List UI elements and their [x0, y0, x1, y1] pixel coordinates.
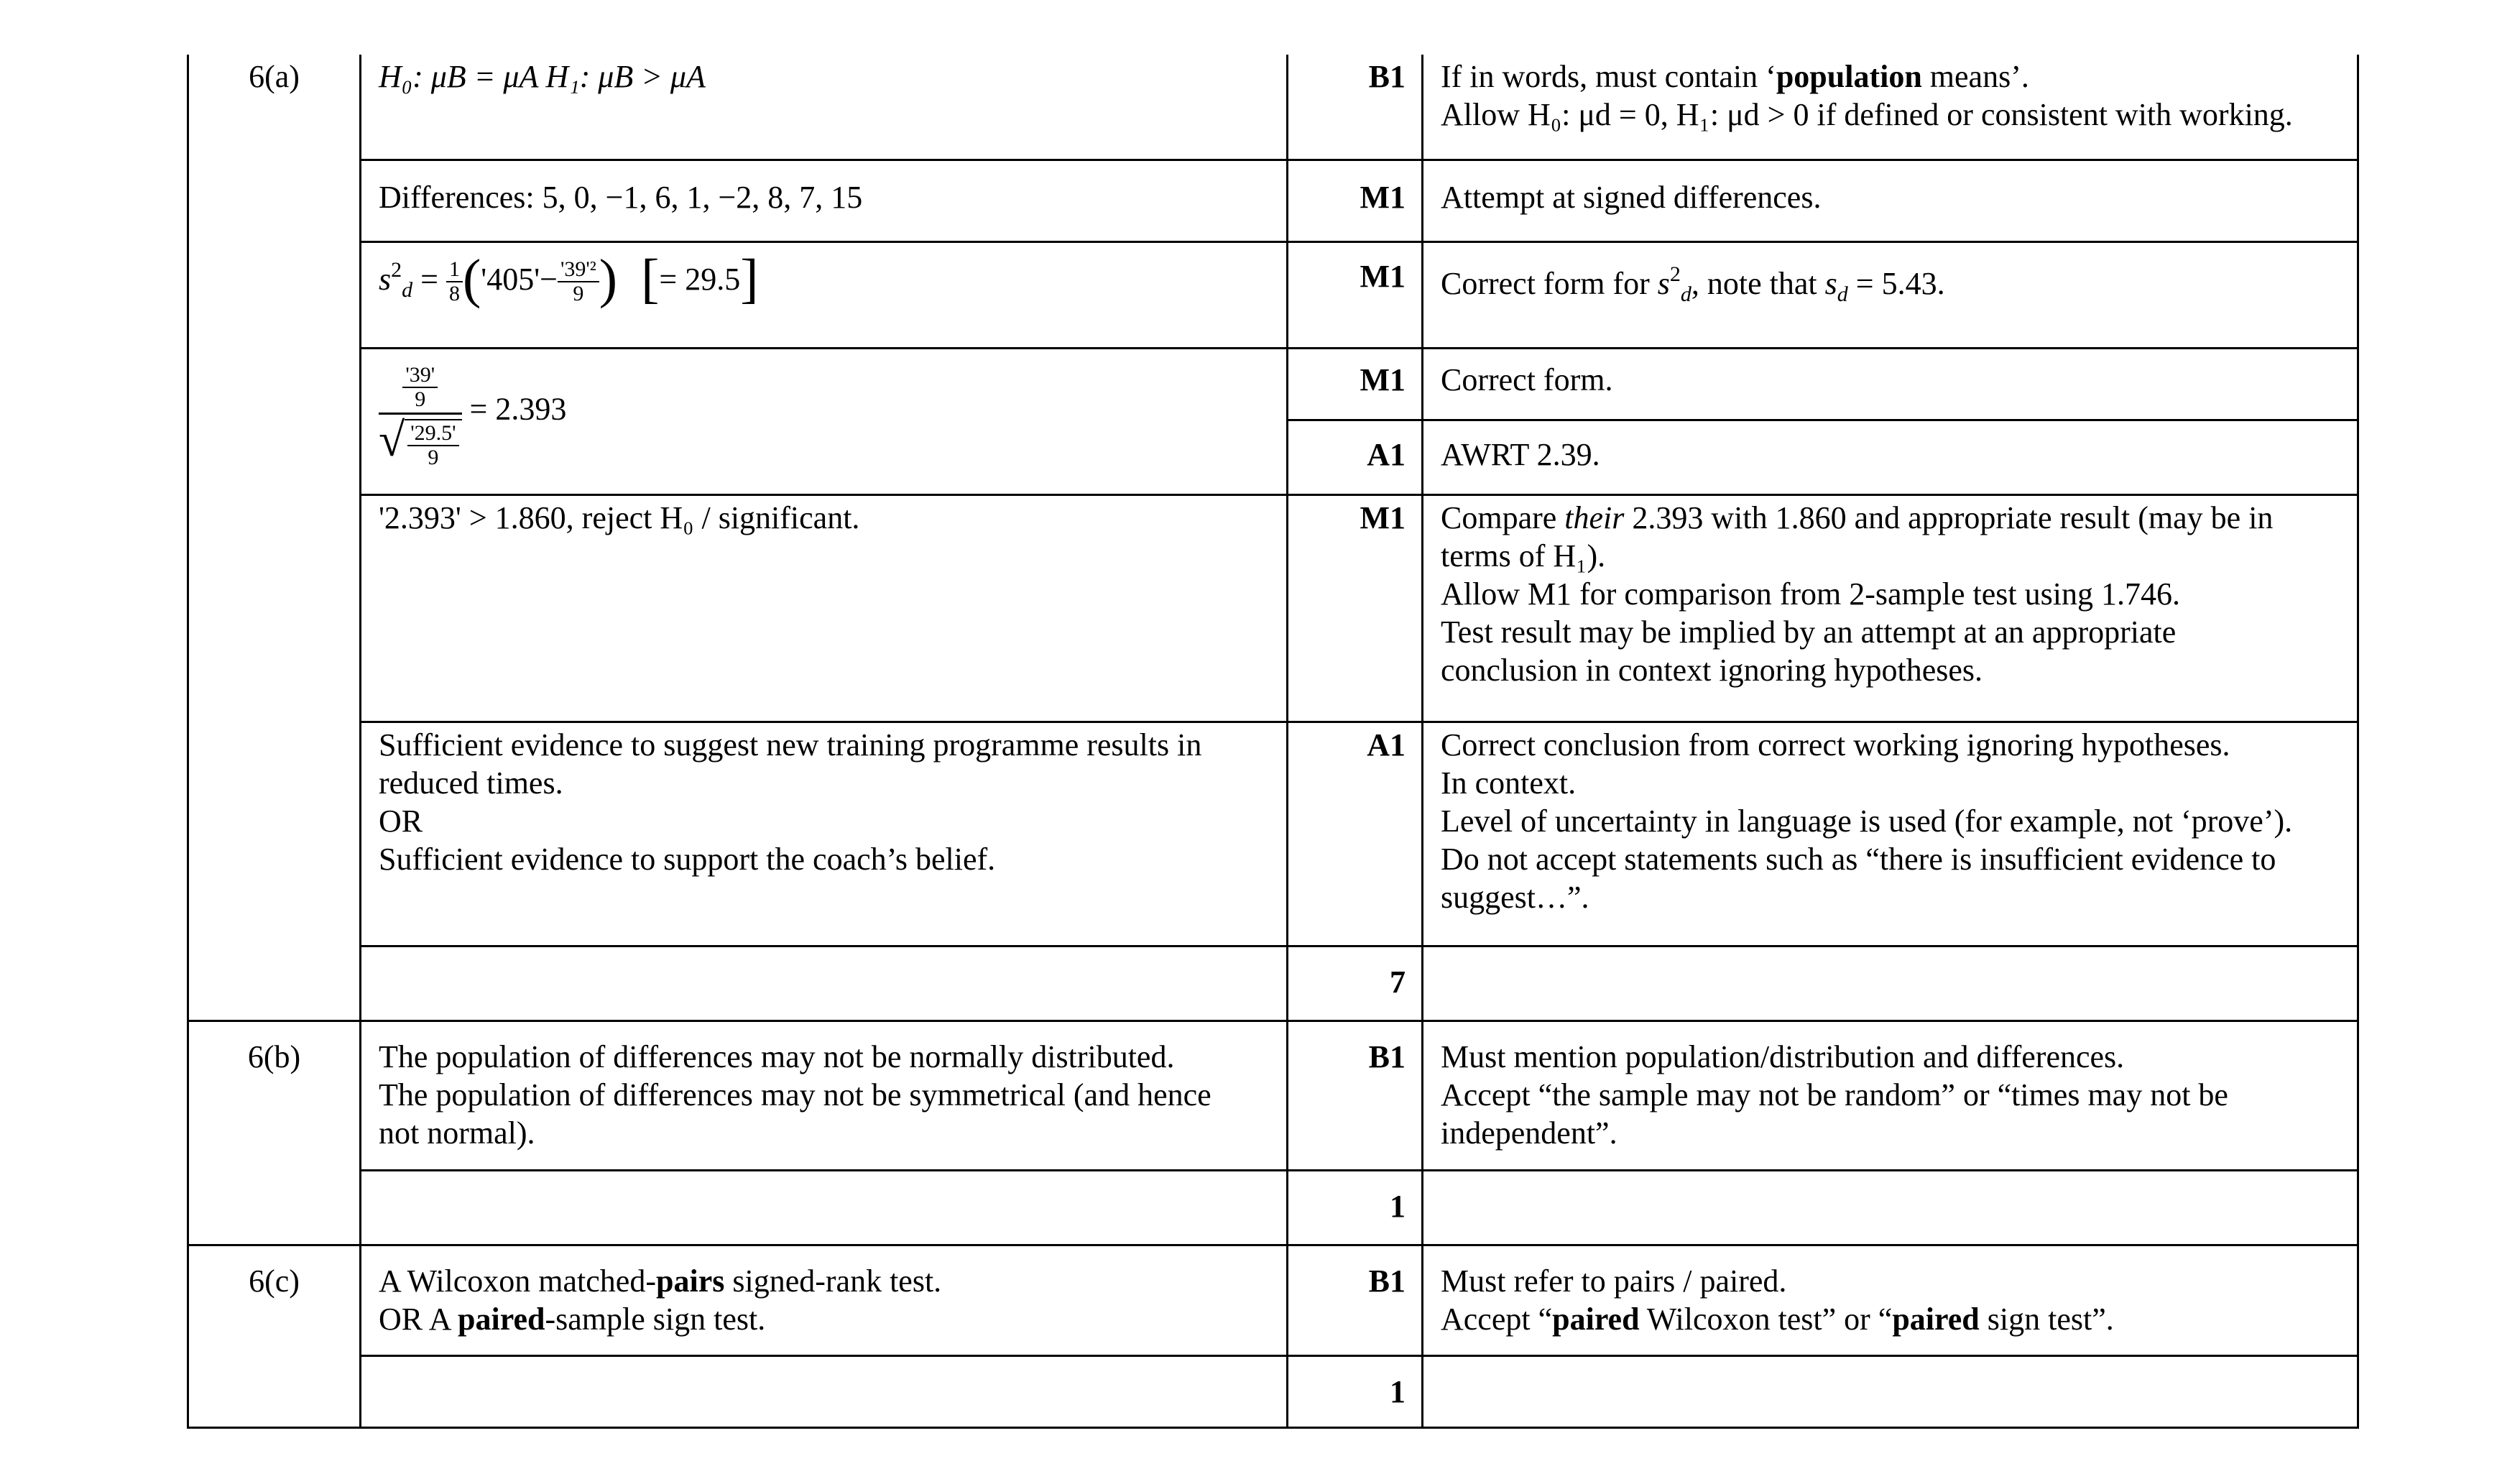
answer-text: '2.393' > 1.860, reject H₀ / significant.	[379, 499, 860, 535]
guidance-line: conclusion in context ignoring hypotheses.	[1441, 652, 1983, 688]
mark-code: M1	[1360, 258, 1406, 294]
math-symbol: s	[1824, 265, 1837, 301]
guidance-cell	[1423, 722, 2358, 946]
answer-cell	[361, 722, 1288, 946]
guidance-cell	[1423, 241, 2358, 348]
test-statistic-fraction	[379, 364, 462, 469]
answer-text: signed-rank test.	[724, 1263, 942, 1299]
math-subscript: d	[1837, 282, 1848, 306]
guidance-text: means’.	[1921, 59, 2029, 94]
guidance-line: Allow H₀: μd = 0, H₁: μd > 0 if defined or consistent with working.	[1441, 97, 2293, 132]
question-number: 6(a)	[249, 59, 300, 94]
guidance-text: If in words, must contain ‘	[1441, 59, 1776, 94]
answer-line: Sufficient evidence to suggest new training programme results in	[379, 727, 1202, 763]
question-number: 6(b)	[247, 1038, 301, 1074]
guidance-cell	[1423, 1021, 2358, 1170]
guidance-line: In context.	[1441, 765, 1577, 801]
fraction	[558, 258, 599, 305]
math-result: = 2.393	[469, 391, 567, 427]
mark-code: M1	[1360, 499, 1406, 535]
answer-cell	[361, 241, 1288, 348]
math-symbol: s	[1657, 265, 1670, 301]
guidance-cell	[1423, 160, 2358, 241]
table-row	[188, 1021, 2358, 1170]
answer-line	[379, 1262, 1269, 1300]
fraction-numerator: '29.5'	[407, 422, 458, 446]
guidance-line: suggest…”.	[1441, 879, 1589, 915]
mark-cell	[1288, 55, 1423, 160]
total-mark-cell	[1288, 1170, 1423, 1245]
fraction	[446, 258, 463, 305]
fraction-numerator	[379, 364, 462, 413]
mark-cell	[1288, 160, 1423, 241]
mark-code: B1	[1368, 1263, 1406, 1299]
math-subscript: d	[1680, 282, 1691, 306]
guidance-italic-text: their	[1564, 499, 1625, 535]
fraction-denominator: 8	[448, 282, 460, 306]
table-row	[188, 494, 2358, 722]
table-row	[188, 1355, 2358, 1427]
answer-line: The population of differences may not be symmetrical (and hence	[379, 1077, 1211, 1113]
guidance-text: Attempt at signed differences.	[1441, 179, 1822, 215]
table-row	[188, 55, 2358, 160]
fraction	[402, 364, 438, 411]
answer-cell	[361, 348, 1288, 494]
answer-text: -sample sign test.	[545, 1301, 766, 1337]
answer-line: reduced times.	[379, 765, 563, 801]
table-row	[188, 946, 2358, 1021]
guidance-cell	[1423, 946, 2358, 1021]
question-number-cell	[188, 1021, 361, 1245]
guidance-line: Must refer to pairs / paired.	[1441, 1263, 1787, 1299]
guidance-text: Correct form for	[1441, 265, 1658, 301]
guidance-bold-text: paired	[1552, 1301, 1640, 1337]
answer-bold-text: pairs	[656, 1263, 725, 1299]
answer-line	[379, 1300, 1269, 1338]
math-superscript: 2	[1669, 262, 1681, 286]
total-mark: 1	[1390, 1188, 1406, 1224]
fraction-denominator: 9	[573, 282, 584, 306]
table-row	[188, 1245, 2358, 1355]
hypotheses-math: H₀: μB = μA H₁: μB > μA	[379, 59, 706, 94]
guidance-cell	[1423, 494, 2358, 722]
fraction-numerator: 1	[446, 258, 463, 282]
math-superscript: 2	[391, 257, 402, 282]
guidance-bold-text: paired	[1892, 1301, 1980, 1337]
guidance-cell	[1423, 1170, 2358, 1245]
math-subscript: d	[402, 277, 413, 302]
guidance-text: 2.393 with 1.860 and appropriate result (may be in	[1624, 499, 2274, 535]
mark-code: B1	[1368, 1038, 1406, 1074]
guidance-line: terms of H₁).	[1441, 538, 1606, 574]
test-statistic-formula	[379, 362, 567, 469]
answer-cell	[361, 1355, 1288, 1427]
mark-code: M1	[1360, 179, 1406, 215]
mark-cell	[1288, 494, 1423, 722]
mark-cell	[1288, 348, 1423, 420]
answer-text: Differences: 5, 0, −1, 6, 1, −2, 8, 7, 15	[379, 179, 863, 215]
question-number-cell	[188, 55, 361, 1021]
guidance-line: Allow M1 for comparison from 2-sample test using 1.746.	[1441, 576, 2180, 612]
total-mark: 1	[1390, 1373, 1406, 1409]
mark-code: B1	[1368, 59, 1406, 94]
mark-cell	[1288, 420, 1423, 494]
answer-line: OR	[379, 803, 423, 839]
guidance-cell	[1423, 348, 2358, 420]
table-row	[188, 1170, 2358, 1245]
math-result: = 29.5	[659, 261, 741, 297]
fraction-numerator: '39'²	[558, 258, 599, 282]
math-symbol: s	[379, 261, 392, 297]
answer-line: not normal).	[379, 1115, 535, 1151]
guidance-line: Do not accept statements such as “there is insufficient evidence to	[1441, 841, 2276, 877]
guidance-line: Correct conclusion from correct working ignoring hypotheses.	[1441, 727, 2230, 763]
guidance-cell	[1423, 1245, 2358, 1355]
guidance-text: sign test”.	[1979, 1301, 2114, 1337]
mark-cell	[1288, 722, 1423, 946]
answer-bold-text: paired	[458, 1301, 545, 1337]
answer-text: OR A	[379, 1301, 458, 1337]
guidance-line: independent”.	[1441, 1115, 1617, 1151]
answer-cell	[361, 946, 1288, 1021]
answer-cell	[361, 55, 1288, 160]
guidance-line: Accept “the sample may not be random” or “times may not be	[1441, 1077, 2228, 1113]
guidance-line: Must mention population/distribution and differences.	[1441, 1038, 2125, 1074]
math-operator: =	[412, 261, 446, 297]
guidance-text: Correct form.	[1441, 361, 1613, 397]
table-row	[188, 722, 2358, 946]
answer-line: Sufficient evidence to support the coach’s belief.	[379, 841, 996, 877]
mark-cell	[1288, 1245, 1423, 1355]
fraction-denominator: 9	[428, 445, 439, 469]
fraction-numerator: '39'	[402, 364, 438, 388]
guidance-text: Wilcoxon test” or “	[1639, 1301, 1893, 1337]
mark-cell	[1288, 241, 1423, 348]
guidance-cell	[1423, 420, 2358, 494]
guidance-text: Compare	[1441, 499, 1565, 535]
guidance-math-line	[1441, 262, 1945, 306]
mark-cell	[1288, 1021, 1423, 1170]
guidance-line	[1441, 57, 2340, 96]
table-row	[188, 348, 2358, 420]
total-mark-cell	[1288, 946, 1423, 1021]
mark-code: A1	[1367, 436, 1406, 472]
answer-line: The population of differences may not be normally distributed.	[379, 1038, 1175, 1074]
guidance-line	[1441, 499, 2340, 537]
math-term: '405'−	[481, 261, 558, 297]
guidance-text: AWRT 2.39.	[1441, 436, 1600, 472]
total-mark-cell	[1288, 1355, 1423, 1427]
guidance-text: = 5.43.	[1847, 265, 1945, 301]
answer-text: A Wilcoxon matched-	[379, 1263, 656, 1299]
fraction	[407, 422, 458, 469]
answer-cell	[361, 1021, 1288, 1170]
answer-cell	[361, 1245, 1288, 1355]
answer-cell	[361, 1170, 1288, 1245]
guidance-cell	[1423, 1355, 2358, 1427]
question-number: 6(c)	[249, 1263, 300, 1299]
guidance-line	[1441, 1300, 2340, 1338]
guidance-bold-text: population	[1776, 59, 1922, 94]
fraction-denominator: √ $\frac{'29.5'}{9}$	[379, 415, 462, 469]
mark-code: A1	[1367, 727, 1406, 763]
mark-code: M1	[1360, 361, 1406, 397]
mark-scheme-table	[187, 55, 2359, 1429]
guidance-line: Level of uncertainty in language is used (for example, not ‘prove’).	[1441, 803, 2293, 839]
guidance-text: , note that	[1691, 265, 1825, 301]
question-number-cell	[188, 1245, 361, 1427]
guidance-text: Accept “	[1441, 1301, 1553, 1337]
fraction-denominator: 9	[415, 387, 426, 411]
answer-cell	[361, 160, 1288, 241]
table-row	[188, 241, 2358, 348]
guidance-cell	[1423, 55, 2358, 160]
table-row	[188, 160, 2358, 241]
guidance-line: Test result may be implied by an attempt at an appropriate	[1441, 614, 2177, 650]
total-mark: 7	[1390, 964, 1406, 1000]
answer-cell	[361, 494, 1288, 722]
variance-formula: $s^2_d$ = $\frac{1}{8}$ ('405'− $\frac{\text{'39'²}}{9}$ ) [= 29.5]	[379, 248, 759, 309]
